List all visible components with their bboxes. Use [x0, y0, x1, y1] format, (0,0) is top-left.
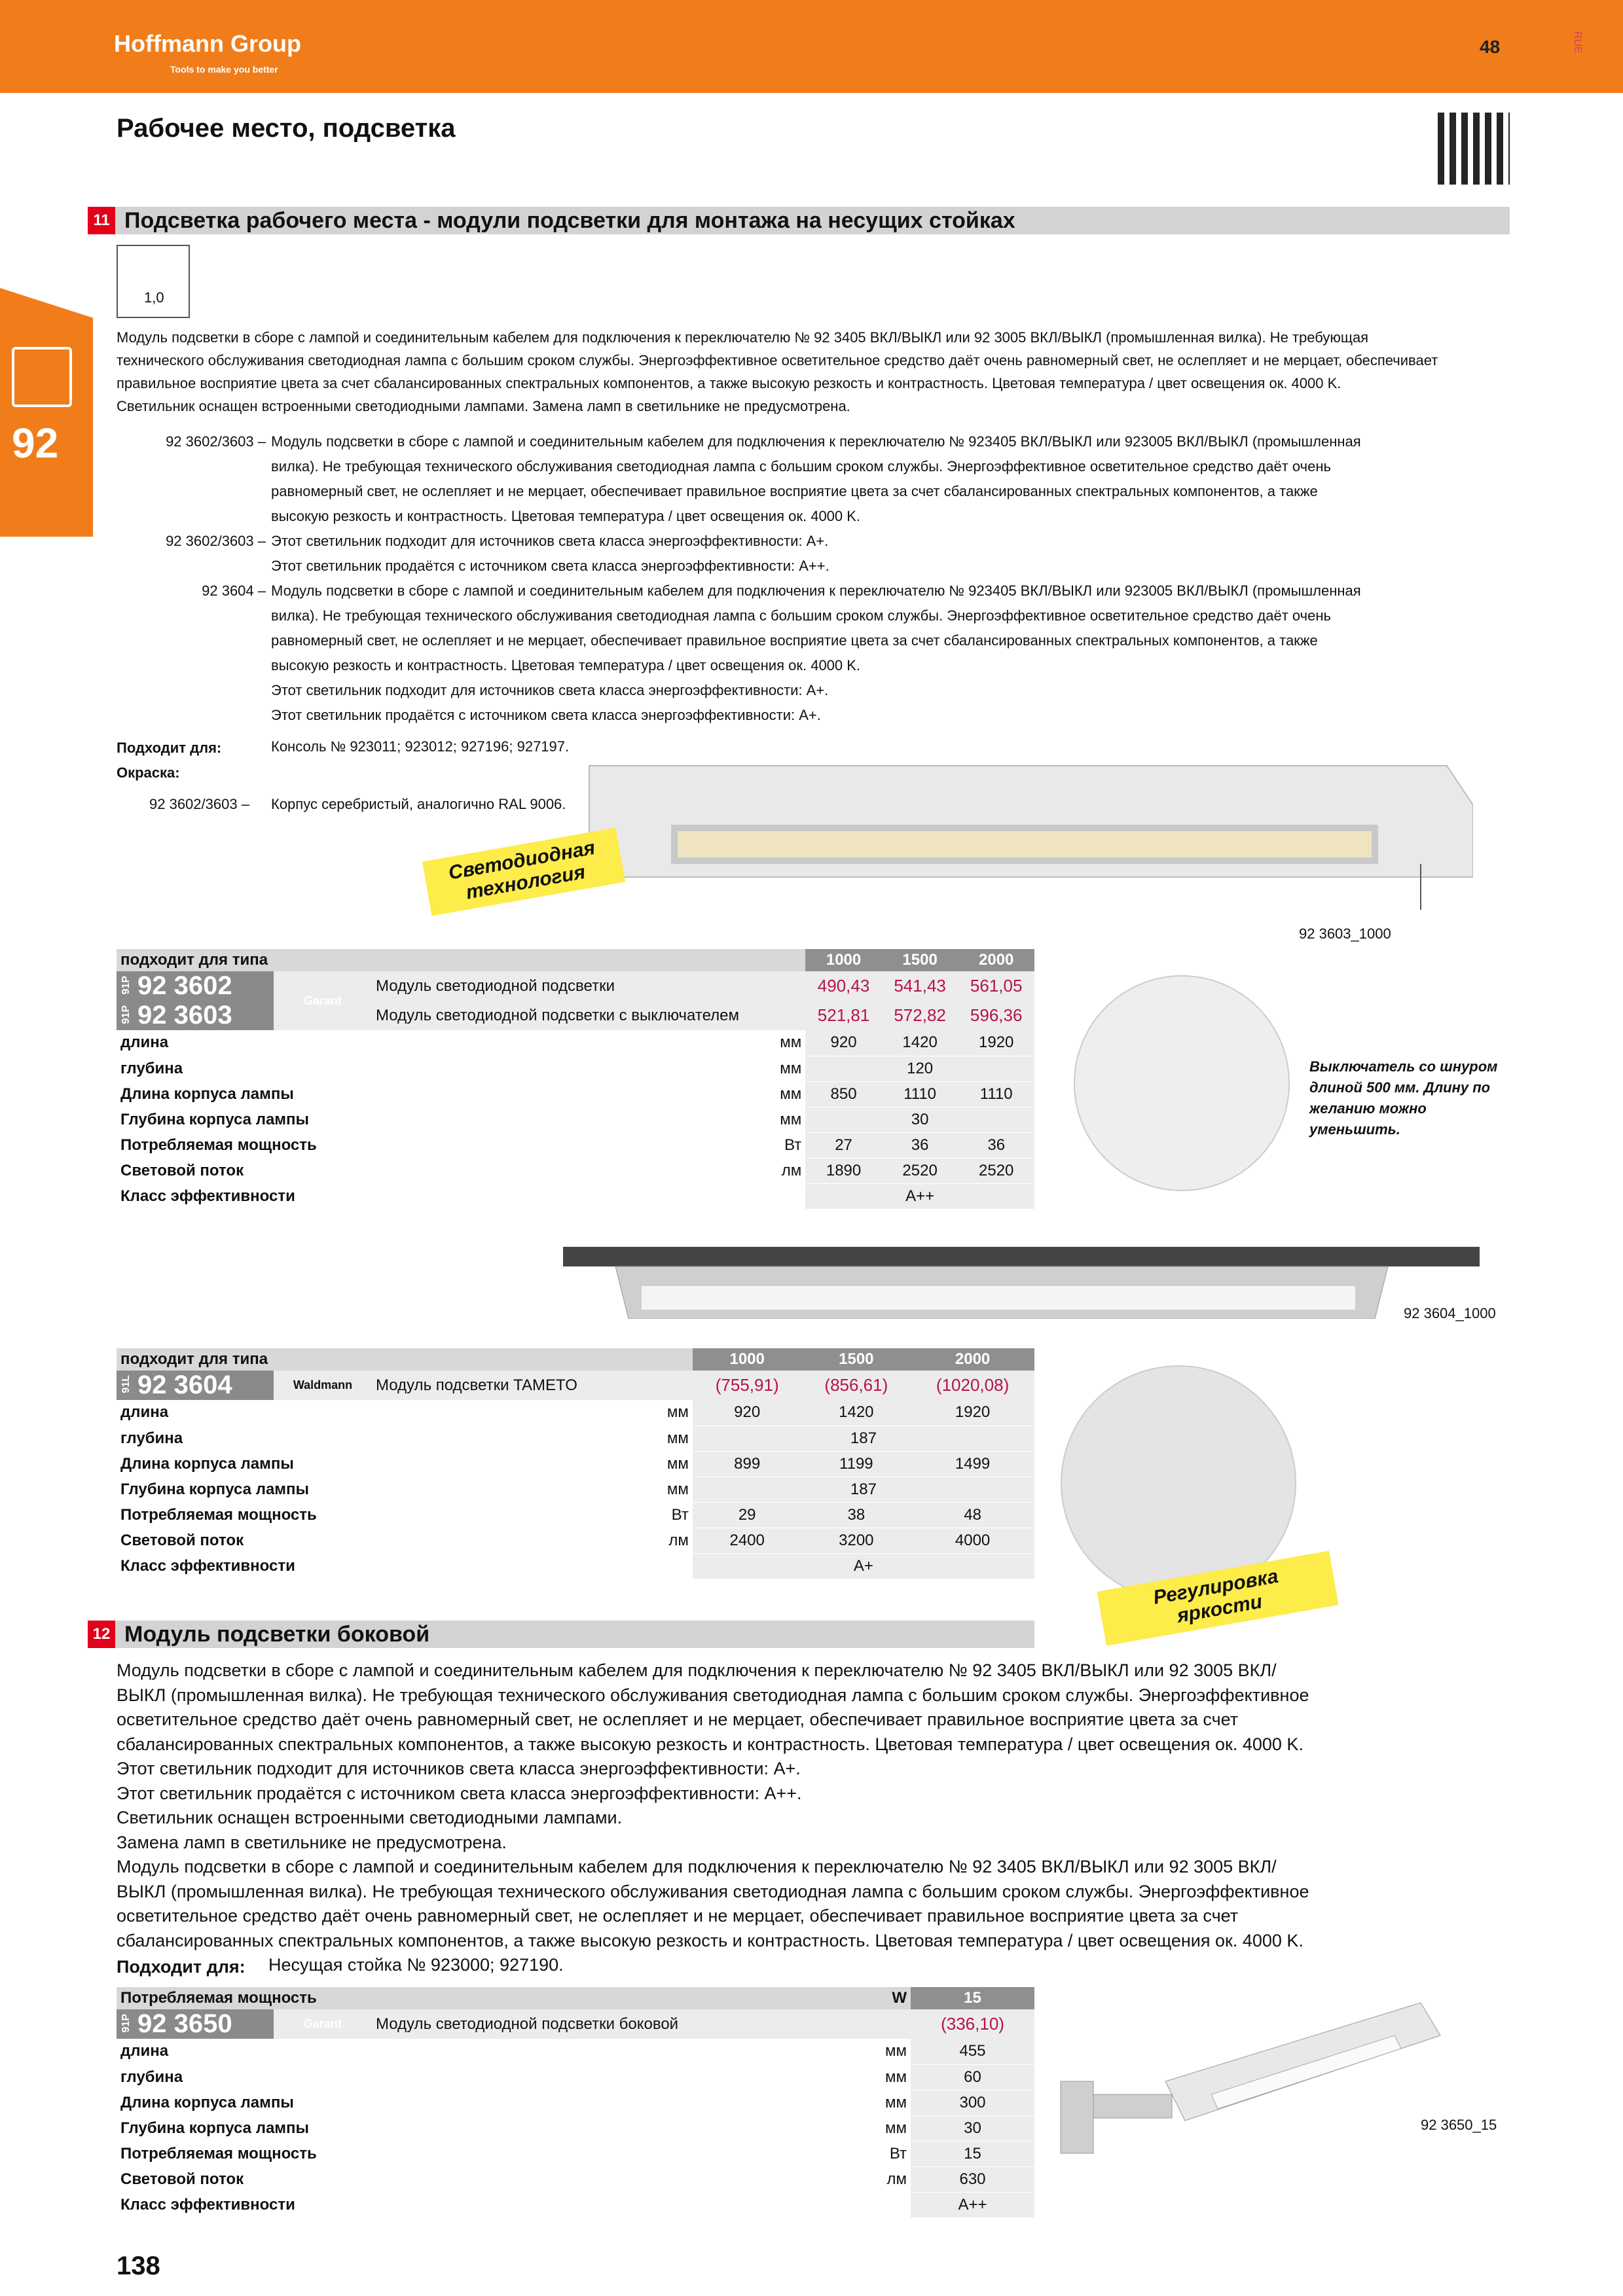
- spec-name: Потребляемая мощность: [117, 1502, 372, 1528]
- color-key: 92 3602/3603 –: [149, 796, 249, 812]
- spec-unit: мм: [372, 1426, 693, 1451]
- spec-name: Длина корпуса лампы: [117, 1451, 372, 1477]
- spec-value: 1890: [805, 1158, 882, 1183]
- intro-line: Светильник оснащен встроенными светодиодными лампами. Замена ламп в светильнике не предусмотрена.: [117, 398, 850, 414]
- spec-unit: [372, 1183, 805, 1209]
- spec-name: длина: [117, 1030, 372, 1056]
- spec-value: 899: [693, 1451, 802, 1477]
- spec-value: 1920: [911, 1400, 1034, 1426]
- side-lamp-image: [1054, 1964, 1447, 2160]
- note-body: [271, 529, 830, 579]
- garant-logo: Garant: [274, 2009, 372, 2039]
- spec-value: 1420: [882, 1030, 958, 1056]
- spec-unit: мм: [372, 2039, 911, 2064]
- intro-line: Модуль подсветки в сборе с лампой и соединительным кабелем для подключения к переключателю № 92 3405 ВКЛ/ВЫКЛ или 92 3005 ВКЛ/ВЫКЛ (промышленная вилка). Не требующая: [117, 329, 1369, 346]
- page-title: Рабочее место, подсветка: [117, 114, 456, 143]
- table-92-3602-3603: подходит для типа 1000 1500 2000 91P 92 3602 Garant Модуль светодиодной подсветки 490,43 541,43 561,05 91P 92 3603 Модуль светодиодной подсветки с выключателем 521,81 572,82 596,36 длина мм 920 1420 1920 глубина мм 120 Длина корпуса лампы мм 850 1110 1110 Глубина корпуса лампы мм 30 Потребляемая мощность Вт 27 36 36 Световой поток лм 1890 2520 2520 Класс эффективности A++: [117, 949, 1034, 1210]
- spec-value: 630: [911, 2166, 1034, 2192]
- text-line: Этот светильник подходит для источников света класса энергоэффективности: A+.: [117, 1759, 801, 1778]
- text-line: Замена ламп в светильнике не предусмотрена.: [117, 1832, 507, 1852]
- spec-unit: мм: [372, 1030, 805, 1056]
- spec-value: 455: [911, 2039, 1034, 2064]
- spec-value: 48: [911, 1502, 1034, 1528]
- spec-row: [117, 2090, 1034, 2115]
- page-number-top: 48: [1480, 37, 1501, 57]
- section-11-number: 11: [88, 207, 115, 234]
- spec-name: глубина: [117, 1056, 372, 1081]
- spec-value: 15: [911, 2141, 1034, 2166]
- fits-text-12: Несущая стойка № 923000; 927190.: [268, 1955, 564, 1975]
- spec-unit: лм: [372, 2166, 911, 2192]
- spec-name: Световой поток: [117, 1528, 372, 1553]
- spec-value: 300: [911, 2090, 1034, 2115]
- footer-page-number: 138: [117, 2251, 160, 2280]
- section-11-title: Подсветка рабочего места - модули подсветки для монтажа на несущих стойках: [124, 208, 1015, 233]
- image-caption-3: 92 3650_15: [1421, 2117, 1497, 2133]
- note-line: Модуль подсветки в сборе с лампой и соединительным кабелем для подключения к переключателю № 923405 ВКЛ/ВЫКЛ или 923005 ВКЛ/ВЫКЛ (промышленная: [271, 433, 1361, 450]
- lang-code: RUE: [1572, 31, 1583, 54]
- article-row: 91P 92 3602 Garant Модуль светодиодной подсветки 490,43 541,43 561,05: [117, 971, 1034, 1001]
- note-line: Этот светильник подходит для источников света класса энергоэффективности: A+.: [271, 682, 829, 698]
- spec-name: Световой поток: [117, 1158, 372, 1183]
- spec-name: Световой поток: [117, 2166, 372, 2192]
- switch-detail-image: [1074, 975, 1290, 1191]
- note-line: вилка). Не требующая технического обслуживания светодиодная лампа с большим сроком службы. Энергоэффективное осветительное средство даёт очень: [271, 458, 1331, 475]
- spec-value: A+: [693, 1553, 1034, 1579]
- tagline: Tools to make you better: [170, 64, 278, 75]
- intro-line: правильное восприятие цвета за счет сбалансированных спектральных компонентов, а также высокую резкость и контрастность. Цветовая температура / цвет освещения ок. 4000 K.: [117, 375, 1341, 391]
- spec-row: [117, 2166, 1034, 2192]
- note-line: Этот светильник подходит для источников света класса энергоэффективности: A+.: [271, 533, 829, 549]
- spec-value: 120: [805, 1056, 1034, 1081]
- spec-row: [117, 1400, 1034, 1426]
- note-block: [117, 579, 1518, 728]
- spec-row: [117, 1158, 1034, 1183]
- switch-note-line: уменьшить.: [1309, 1121, 1400, 1138]
- hoffmann-logo: Hoffmann Group: [114, 30, 301, 57]
- fits-label: Подходит для:: [117, 740, 222, 756]
- spec-row: [117, 2115, 1034, 2141]
- spec-row: [117, 2192, 1034, 2217]
- text-line: Светильник оснащен встроенными светодиодными лампами.: [117, 1808, 623, 1827]
- spec-value: A++: [805, 1183, 1034, 1209]
- section-12-text: [117, 1659, 1518, 1953]
- spec-name: Глубина корпуса лампы: [117, 1477, 372, 1502]
- note-key: 92 3602/3603 –: [166, 433, 266, 450]
- spec-value: 38: [802, 1502, 911, 1528]
- spec-name: Потребляемая мощность: [117, 2141, 372, 2166]
- dimming-badge: Регулировка яркости: [1097, 1551, 1338, 1645]
- text-line: Этот светильник продаётся с источником света класса энергоэффективности: A++.: [117, 1783, 802, 1803]
- spec-row: [117, 1451, 1034, 1477]
- spec-unit: лм: [372, 1158, 805, 1183]
- mount-height-icon: 1,0: [117, 245, 190, 318]
- spec-value: 1110: [958, 1081, 1034, 1107]
- qr-code: [1438, 113, 1510, 185]
- note-line: равномерный свет, не ослепляет и не мерцает, обеспечивает правильное восприятие цвета за счет сбалансированных спектральных компонентов, а также: [271, 483, 1318, 499]
- text-line: сбалансированных спектральных компонентов, а также высокую резкость и контрастность. Цветовая температура / цвет освещения ок. 4000 K.: [117, 1734, 1304, 1754]
- spec-value: 3200: [802, 1528, 911, 1553]
- section-12-number: 12: [88, 1621, 115, 1648]
- chapter-tab: [0, 288, 93, 537]
- spec-row: [117, 2064, 1034, 2090]
- spec-value: 187: [693, 1426, 1034, 1451]
- spec-unit: Вт: [372, 2141, 911, 2166]
- spec-value: 1420: [802, 1400, 911, 1426]
- note-key: 92 3604 –: [202, 583, 266, 599]
- spec-value: 920: [805, 1030, 882, 1056]
- text-line: Модуль подсветки в сборе с лампой и соединительным кабелем для подключения к переключателю № 92 3405 ВКЛ/ВЫКЛ или 92 3005 ВКЛ/: [117, 1660, 1277, 1680]
- lamp-92-3603-image: [576, 759, 1473, 910]
- spec-unit: мм: [372, 2064, 911, 2090]
- spec-row: [117, 1056, 1034, 1081]
- text-line: осветительное средство даёт очень равномерный свет, не ослепляет и не мерцает, обеспечивает правильное восприятие цвета за счет: [117, 1906, 1239, 1926]
- table-92-3604: подходит для типа 1000 1500 2000 91L 92 3604 Waldmann Модуль подсветки TAMETO (755,91) (856,61) (1020,08) длина мм 920 1420 1920 глубина мм 187 Длина корпуса лампы мм 899 1199 1499 Глубина корпуса лампы мм 187 Потребляемая мощность Вт 29 38 48 Световой поток лм 2400 3200 4000 Класс эффективности A+: [117, 1348, 1034, 1579]
- spec-value: 2520: [882, 1158, 958, 1183]
- spec-unit: мм: [372, 1477, 693, 1502]
- table-92-3650: Потребляемая мощность W 15 91P 92 3650 Garant Модуль светодиодной подсветки боковой (336,10) длина мм 455 глубина мм 60 Длина корпуса лампы мм 300 Глубина корпуса лампы мм 30 Потребляемая мощность Вт 15 Световой поток лм 630 Класс эффективности A++: [117, 1987, 1034, 2218]
- spec-unit: мм: [372, 2090, 911, 2115]
- spec-name: Длина корпуса лампы: [117, 2090, 372, 2115]
- spec-name: Глубина корпуса лампы: [117, 1107, 372, 1132]
- spec-value: 1110: [882, 1081, 958, 1107]
- spec-unit: мм: [372, 1107, 805, 1132]
- spec-unit: [372, 1553, 693, 1579]
- spec-name: длина: [117, 2039, 372, 2064]
- fits-text: Консоль № 923011; 923012; 927196; 927197.: [271, 738, 570, 755]
- spec-unit: [372, 2192, 911, 2217]
- spec-name: глубина: [117, 2064, 372, 2090]
- text-line: осветительное средство даёт очень равномерный свет, не ослепляет и не мерцает, обеспечивает правильное восприятие цвета за счет: [117, 1710, 1239, 1729]
- text-line: Модуль подсветки в сборе с лампой и соединительным кабелем для подключения к переключателю № 92 3405 ВКЛ/ВЫКЛ или 92 3005 ВКЛ/: [117, 1857, 1277, 1876]
- image-caption-2: 92 3604_1000: [1404, 1305, 1496, 1321]
- note-block: [117, 429, 1518, 529]
- note-line: вилка). Не требующая технического обслуживания светодиодная лампа с большим сроком службы. Энергоэффективное осветительное средство даёт очень: [271, 607, 1331, 624]
- spec-unit: мм: [372, 1056, 805, 1081]
- switch-note-line: длиной 500 мм. Длину по: [1309, 1079, 1491, 1096]
- section-11-notes: [117, 429, 1518, 728]
- spec-value: 1199: [802, 1451, 911, 1477]
- spec-value: 1920: [958, 1030, 1034, 1056]
- spec-name: Потребляемая мощность: [117, 1132, 372, 1158]
- spec-row: [117, 1477, 1034, 1502]
- intro-line: технического обслуживания светодиодная лампа с большим сроком службы. Энергоэффективное осветительное средство даёт очень равномерный свет, не ослепляет и не мерцает, обеспечивает: [117, 352, 1438, 368]
- spec-value: 2400: [693, 1528, 802, 1553]
- color-text: Корпус серебристый, аналогично RAL 9006.: [271, 796, 566, 812]
- spec-value: 1499: [911, 1451, 1034, 1477]
- image-caption-1: 92 3603_1000: [1299, 925, 1391, 942]
- note-line: Этот светильник продаётся с источником света класса энергоэффективности: A++.: [271, 558, 830, 574]
- spec-row: [117, 1132, 1034, 1158]
- spec-name: Длина корпуса лампы: [117, 1081, 372, 1107]
- spec-value: 30: [805, 1107, 1034, 1132]
- spec-value: 187: [693, 1477, 1034, 1502]
- garant-logo: Garant: [274, 971, 372, 1030]
- note-block: [117, 529, 1518, 579]
- section-12-title: Модуль подсветки боковой: [124, 1622, 430, 1647]
- spec-value: 920: [693, 1400, 802, 1426]
- lamp-92-3604-image: [563, 1247, 1480, 1319]
- spec-value: 36: [958, 1132, 1034, 1158]
- spec-name: глубина: [117, 1426, 372, 1451]
- spec-value: 60: [911, 2064, 1034, 2090]
- spec-unit: мм: [372, 1400, 693, 1426]
- socket-icon: [12, 347, 72, 407]
- spec-row: [117, 1426, 1034, 1451]
- spec-value: 4000: [911, 1528, 1034, 1553]
- switch-note-line: желанию можно: [1309, 1100, 1427, 1117]
- spec-value: 36: [882, 1132, 958, 1158]
- section-11-intro: [117, 326, 1518, 418]
- note-line: равномерный свет, не ослепляет и не мерцает, обеспечивает правильное восприятие цвета за счет сбалансированных спектральных компонентов, а также: [271, 632, 1318, 649]
- fits-label-12: Подходит для:: [117, 1957, 246, 1977]
- note-body: [271, 579, 1361, 728]
- spec-value: 27: [805, 1132, 882, 1158]
- spec-unit: лм: [372, 1528, 693, 1553]
- color-label: Окраска:: [117, 764, 180, 781]
- chapter-number: 92: [12, 420, 59, 467]
- article-row: 91P 92 3603 Модуль светодиодной подсветки с выключателем 521,81 572,82 596,36: [117, 1001, 1034, 1030]
- note-line: высокую резкость и контрастность. Цветовая температура / цвет освещения ок. 4000 K.: [271, 508, 861, 524]
- spec-value: 850: [805, 1081, 882, 1107]
- spec-unit: Вт: [372, 1132, 805, 1158]
- note-line: высокую резкость и контрастность. Цветовая температура / цвет освещения ок. 4000 K.: [271, 657, 861, 673]
- spec-unit: мм: [372, 2115, 911, 2141]
- spec-unit: Вт: [372, 1502, 693, 1528]
- spec-name: Класс эффективности: [117, 2192, 372, 2217]
- spec-row: [117, 1528, 1034, 1553]
- spec-row: [117, 1553, 1034, 1579]
- spec-unit: мм: [372, 1451, 693, 1477]
- article-row: 91P 92 3650 Garant Модуль светодиодной подсветки боковой (336,10): [117, 2009, 1034, 2039]
- text-line: ВЫКЛ (промышленная вилка). Не требующая технического обслуживания светодиодная лампа с большим сроком службы. Энергоэффективное: [117, 1881, 1309, 1901]
- spec-row: [117, 1502, 1034, 1528]
- spec-value: 30: [911, 2115, 1034, 2141]
- spec-row: [117, 1107, 1034, 1132]
- spec-name: Класс эффективности: [117, 1183, 372, 1209]
- spec-name: Глубина корпуса лампы: [117, 2115, 372, 2141]
- spec-name: Класс эффективности: [117, 1553, 372, 1579]
- note-line: Модуль подсветки в сборе с лампой и соединительным кабелем для подключения к переключателю № 923405 ВКЛ/ВЫКЛ или 923005 ВКЛ/ВЫКЛ (промышленная: [271, 583, 1361, 599]
- spec-row: [117, 2039, 1034, 2064]
- text-line: сбалансированных спектральных компонентов, а также высокую резкость и контрастность. Цветовая температура / цвет освещения ок. 4000 K.: [117, 1930, 1304, 1950]
- spec-row: [117, 1030, 1034, 1056]
- text-line: ВЫКЛ (промышленная вилка). Не требующая технического обслуживания светодиодная лампа с большим сроком службы. Энергоэффективное: [117, 1685, 1309, 1705]
- switch-note: [1309, 1056, 1497, 1140]
- waldmann-logo: Waldmann: [274, 1371, 372, 1400]
- article-row: 91L 92 3604 Waldmann Модуль подсветки TAMETO (755,91) (856,61) (1020,08): [117, 1371, 1034, 1400]
- spec-value: 29: [693, 1502, 802, 1528]
- note-line: Этот светильник продаётся с источником света класса энергоэффективности: A+.: [271, 707, 821, 723]
- switch-note-line: Выключатель со шнуром: [1309, 1058, 1498, 1075]
- spec-row: [117, 1081, 1034, 1107]
- spec-value: 2520: [958, 1158, 1034, 1183]
- note-body: [271, 429, 1361, 529]
- note-key: 92 3602/3603 –: [166, 533, 266, 549]
- type-header: подходит для типа: [117, 949, 805, 971]
- spec-row: [117, 2141, 1034, 2166]
- spec-row: [117, 1183, 1034, 1209]
- spec-name: длина: [117, 1400, 372, 1426]
- spec-unit: мм: [372, 1081, 805, 1107]
- led-technology-badge: Светодиодная технология: [422, 828, 625, 916]
- spec-value: A++: [911, 2192, 1034, 2217]
